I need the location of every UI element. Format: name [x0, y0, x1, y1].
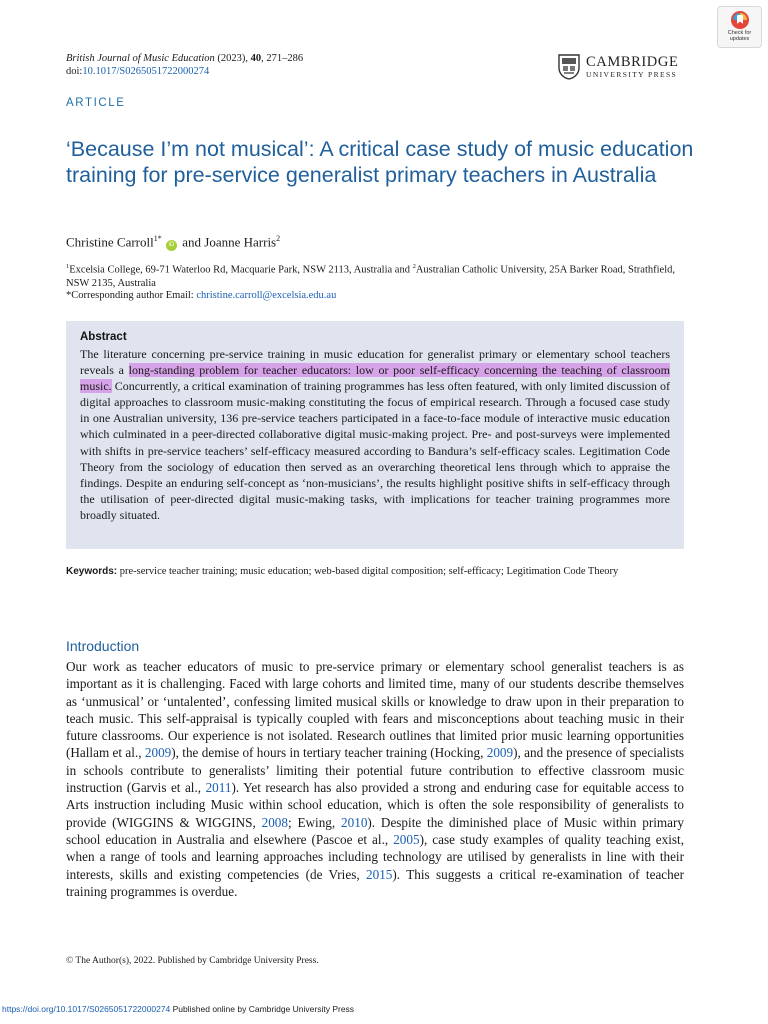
section-heading-introduction: Introduction	[66, 638, 140, 654]
doi-link[interactable]: 10.1017/S0265051722000274	[82, 66, 210, 77]
check-for-updates-button[interactable]	[717, 6, 762, 48]
affiliations	[66, 260, 686, 291]
author-affiliation-marker: 2	[276, 234, 281, 243]
cambridge-shield-icon	[558, 54, 580, 80]
keywords-label: Keywords:	[66, 566, 118, 577]
author-name[interactable]: Joanne Harris	[204, 234, 277, 250]
journal-volume: 40	[250, 53, 262, 64]
author-affiliation-marker: 1*	[153, 234, 162, 243]
copyright-notice: © The Author(s), 2022. Published by Cambridge University Press.	[66, 956, 319, 966]
body-text: ), and the presence of specialists in schools contribute to generalists’ limiting their potential future contribution to effective classroom music instruction (Garvis et al.,	[66, 745, 684, 796]
abstract-text-part: Concurrently, a critical examination of training programmes has less often featured, with only limited discussion of digital approaches to classroom music-making constituting the focus of empirical research. Through a focused case study in one Australian university, 136 pre-service teachers participated in a face-to-face module of interactive music education which culminated in a peer-directed collaborative digital music-making project. Pre- and post-surveys were implemented with shifts in pre-service teachers’ self-efficacy measured according to Bandura’s self-efficacy scales. Legitimation Code Theory from the sociology of education then served as an overarching theoretical lens through which to appraise the findings. Despite an enduring self-concept as ‘non-musicians’, the results highlight positive shifts in self-efficacy through the utilisation of peer-directed digital music-making tasks, with implications for teacher training programmes more broadly situated.	[80, 379, 670, 522]
abstract-text-part: The literature concerning pre-service training in music education for generalist primary or elementary school teachers reveals a	[80, 347, 670, 378]
publisher-subtitle: UNIVERSITY PRESS	[586, 70, 678, 79]
citation-link[interactable]: 2015	[366, 866, 393, 882]
citation-link[interactable]: 2010	[341, 814, 368, 830]
journal-name: British Journal of Music Education	[66, 53, 215, 64]
body-text: ). Despite the diminished place of Music within primary school education in Australia and elsewhere (Pascoe et al.,	[66, 814, 684, 847]
body-text: ). Yet research has also provided a strong and enduring case for equitable access to Arts instruction including Music within school education, which is often the sole responsibility of generalists to provide (WIGGINS & WIGGINS,	[66, 780, 684, 830]
author-name[interactable]: Christine Carroll	[66, 234, 154, 250]
affiliation-marker: 2	[412, 263, 416, 270]
check-for-updates-label: Check for updates	[727, 30, 752, 42]
footer-text: Published online by Cambridge University Press	[170, 1004, 355, 1014]
corresponding-author	[66, 289, 336, 302]
crossmark-icon	[730, 10, 750, 30]
body-text: Our work as teacher educators of music to pre-service primary or elementary school generalist teachers is as important as it is challenging. Faced with large cohorts and limited time, many of our students describe themselves as ‘unmusical’ or ‘untalented’, confessing limited musical skills or knowledge to draw upon in their preparation to teach music. This self-appraisal is typically coupled with fears and misconceptions about teaching music in their future classrooms. Our experience is not isolated. Research outlines that limited prior music learning opportunities (Hallam et al.,	[66, 659, 684, 761]
body-text: ). This suggests a critical re-examination of teacher training programmes is overdue.	[66, 866, 684, 899]
body-text: ; Ewing,	[287, 814, 342, 830]
article-title: ‘Because I’m not musical’: A critical case study of music education training for pre-service generalist primary teachers in Australia	[66, 137, 694, 187]
article-type-label: ARTICLE	[66, 97, 126, 109]
publisher-name: CAMBRIDGE	[586, 54, 679, 70]
introduction-paragraph	[66, 658, 684, 900]
citation-link[interactable]: 2009	[486, 745, 514, 761]
citation-link[interactable]: 2011	[205, 780, 232, 796]
citation-link[interactable]: 2005	[393, 831, 420, 847]
author-joiner: and	[179, 234, 205, 250]
corresponding-email-link[interactable]: christine.carroll@excelsia.edu.au	[196, 290, 337, 301]
orcid-icon[interactable]: iD	[166, 240, 177, 251]
doi-line	[66, 65, 209, 78]
corresponding-label: *Corresponding author Email:	[66, 290, 197, 301]
author-list	[66, 231, 280, 251]
abstract-heading: Abstract	[80, 331, 127, 343]
publisher-logo[interactable]	[558, 52, 688, 82]
journal-citation	[66, 52, 303, 65]
keywords	[66, 565, 686, 579]
footer-doi-link[interactable]: https://doi.org/10.1017/S0265051722000274	[2, 1004, 171, 1014]
journal-year: (2023),	[217, 53, 251, 64]
affiliation-text: Australian Catholic University, 25A Barker Road, Strathfield, NSW 2135, Australia	[66, 264, 675, 289]
keywords-text: pre-service teacher training; music education; web-based digital composition; self-efficacy; Legitimation Code Theory	[117, 566, 619, 577]
body-text: ), case study examples of quality teaching exist, when a range of tools and learning approaches including technology are utilised by generalists in line with their interests, skills and existing competencies (de Vries,	[66, 831, 684, 882]
highlighted-text[interactable]: long-standing problem for teacher educators: low or poor self-efficacy concerning the teaching of classroom music.	[80, 363, 670, 394]
body-text: ), the demise of hours in tertiary teacher training (Hocking,	[171, 745, 487, 761]
affiliation-marker: 1	[66, 263, 70, 270]
journal-pages: , 271–286	[261, 53, 304, 64]
doi-prefix: doi:	[66, 66, 83, 77]
page-footer	[2, 1004, 354, 1014]
abstract-text	[80, 346, 670, 523]
citation-link[interactable]: 2009	[144, 745, 172, 761]
affiliation-text: Excelsia College, 69-71 Waterloo Rd, Macquarie Park, NSW 2113, Australia and	[69, 264, 413, 276]
citation-link[interactable]: 2008	[261, 814, 288, 830]
